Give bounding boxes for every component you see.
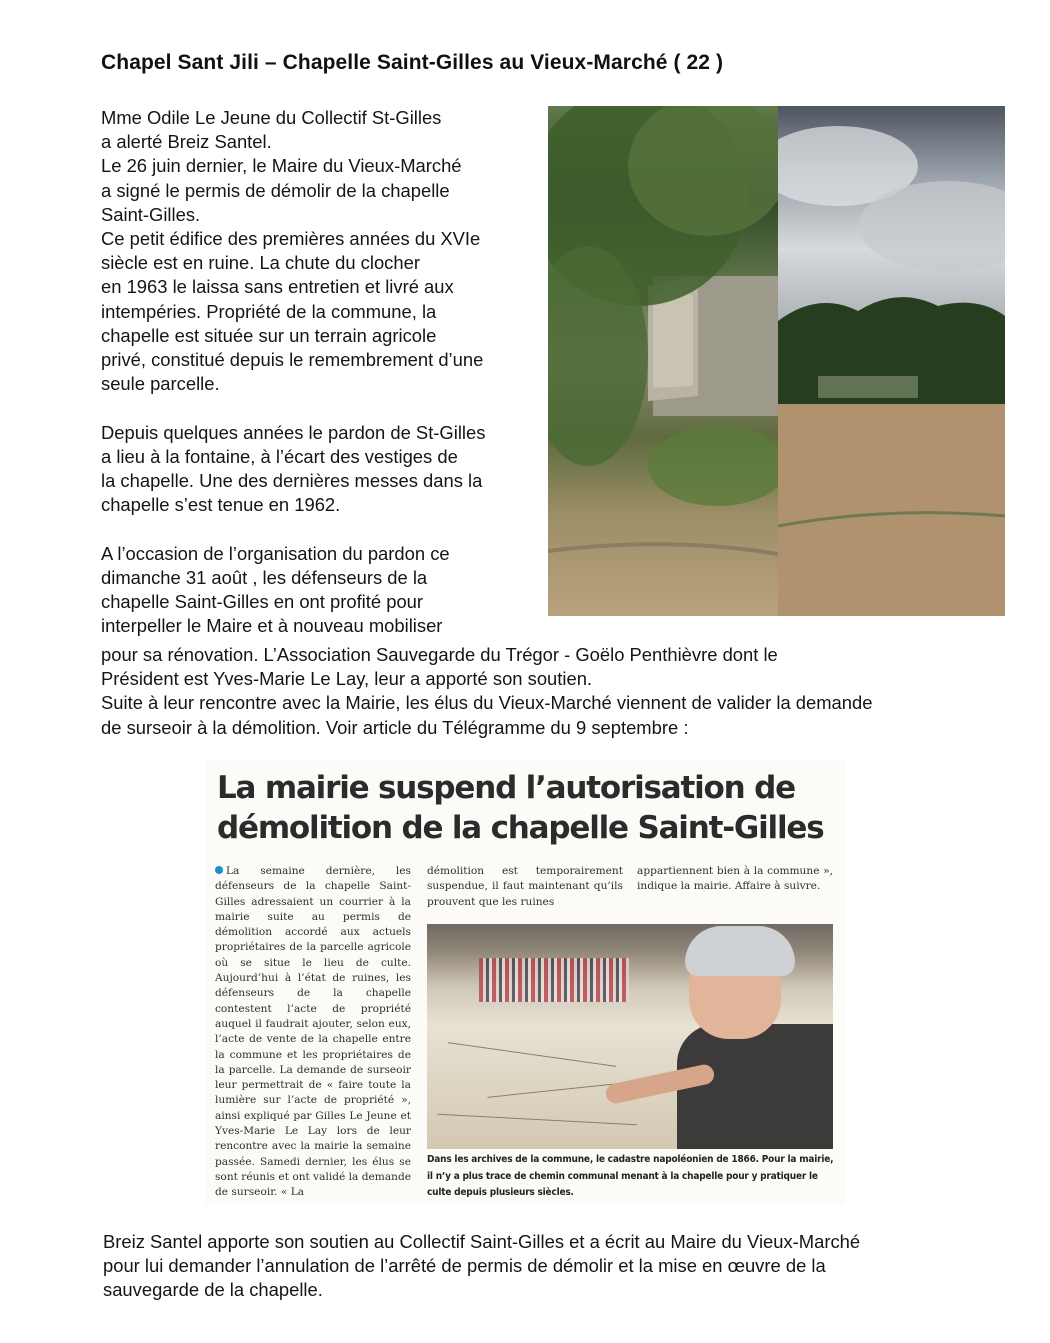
page-title: Chapel Sant Jili – Chapelle Saint-Gilles au Vieux-Marché ( 22 ) [101,51,724,74]
ploughed-field [778,404,1005,616]
text-line: Ce petit édifice des premières années du XVIe [101,228,481,250]
ruin-in-field [818,376,918,398]
grass-clump [648,426,778,506]
map-line [437,1114,637,1125]
text-line: siècle est en ruine. La chute du clocher [101,252,420,274]
text-line: pour lui demander l’annulation de l’arrêté de permis de démolir et la mise en œuvre de la [103,1255,826,1277]
clipping-headline [217,768,837,848]
headline-line: La mairie suspend l’autorisation de [217,770,795,806]
text-line: a alerté Breiz Santel. [101,131,272,153]
closing-paragraph [103,1230,1003,1303]
text-line: dimanche 31 août , les défenseurs de la [101,566,428,588]
text-line: chapelle s’est tenue en 1962. [101,494,341,516]
text-line: pour sa rénovation. L’Association Sauvegarde du Trégor - Goëlo Penthièvre dont le [101,644,778,665]
text-line: A l’occasion de l’organisation du pardon ce [101,542,450,564]
headline-line: démolition de la chapelle Saint-Gilles [217,810,824,846]
fallen-branch [548,544,778,554]
clipping-column-1-text: La semaine dernière, les défenseurs de la chapelle Saint-Gilles adressaient un courrier à la mairie suite au permis de démolition accordé aux actuels propriétaires de la parcelle agricole où se situe le lieu de culte. Aujourd’hui à l’état de ruines, les défenseurs de la chapelle contestent l’acte de propriété auquel il faudrait ajouter, selon eux, l’acte de vente de la chapelle entre la commune et les propriétaires de la parcelle. La demande de surseoir leur permettrait de « faire toute la lumière sur l’acte de propriété », ainsi expliqué par Gilles Le Jeune et Yves-Marie Le Lay lors de leur rencontre avec la mairie la semaine passée. Samedi dernier, les élus se sont réunis et ont validé la demande de surseoir. « La [215,865,412,1199]
text-line: chapelle est située sur un terrain agricole [101,324,437,346]
paragraph-gap [101,517,546,541]
clipping-column-1 [215,864,411,1201]
map-line [448,1042,616,1067]
paragraph-gap [101,396,546,420]
text-line: de surseoir à la démolition. Voir article du Télégramme du 9 septembre : [101,716,689,738]
bullet-icon [215,866,223,874]
crowd-picture [479,958,629,1002]
text-line: a signé le permis de démolir de la chapelle [101,179,450,201]
text-line: intempéries. Propriété de la commune, la [101,300,437,322]
text-line: la chapelle. Une des dernières messes dans la [101,470,483,492]
intro-column [101,106,546,638]
text-line: Président est Yves-Marie Le Lay, leur a apporté son soutien. [101,668,593,690]
text-line: Mme Odile Le Jeune du Collectif St-Gilles [101,107,442,128]
chapel-ruin-illustration [548,106,778,616]
text-line: Le 26 juin dernier, le Maire du Vieux-Marché [101,155,462,177]
full-width-paragraph [101,643,1001,740]
field-illustration [778,106,1005,616]
text-line: Suite à leur rencontre avec la Mairie, les élus du Vieux-Marché viennent de valider la demande [101,692,873,714]
text-line: en 1963 le laissa sans entretien et livré aux [101,276,454,298]
clipping-photo [427,924,833,1149]
text-line: Depuis quelques années le pardon de St-Gilles [101,421,486,443]
text-line: privé, constitué depuis le remembrement d’une [101,349,484,371]
clipping-column-3: appartiennent bien à la commune », indique la mairie. Affaire à suivre. [637,865,833,893]
clipping-column-2: démolition est temporairement suspendue, il faut maintenant qu’ils prouvent que les ruines [427,865,623,908]
chapel-ruin-photo [548,106,778,616]
person-body [677,1024,833,1149]
text-line: Saint-Gilles. [101,203,201,225]
text-line: a lieu à la fontaine, à l’écart des vestiges de [101,445,458,467]
text-line: Breiz Santel apporte son soutien au Collectif Saint-Gilles et a écrit au Maire du Vieux-Marché [103,1231,861,1252]
text-line: seule parcelle. [101,373,220,395]
text-line: chapelle Saint-Gilles en ont profité pour [101,591,424,613]
text-line: interpeller le Maire et à nouveau mobiliser [101,615,443,637]
person-hair [685,926,795,976]
newspaper-clipping [205,760,845,1205]
chapel-field-photo [778,106,1005,616]
clipping-caption: Dans les archives de la commune, le cadastre napoléonien de 1866. Pour la mairie, il n’y a plus trace de chemin communal menant à la chapelle pour y pratiquer le culte depuis plusieurs siècles. [427,1154,834,1198]
text-line: sauvegarde de la chapelle. [103,1279,323,1301]
